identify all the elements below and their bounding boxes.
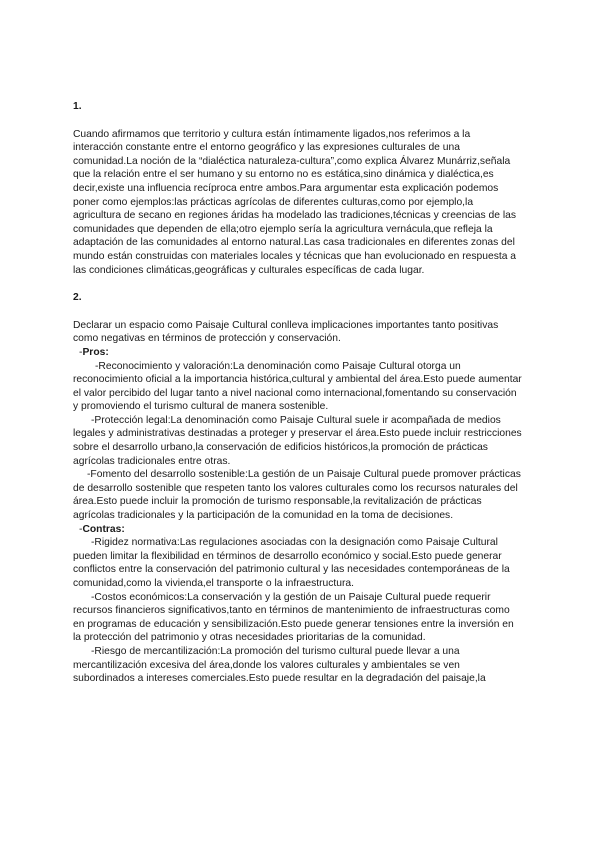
section-2-number: 2. <box>73 292 82 304</box>
section-2-intro: Declarar un espacio como Paisaje Cultural conlleva implicaciones importantes tanto positivas como negativas en términos de protección y conservación. <box>73 319 499 345</box>
contras-item-economic-costs: -Costos económicos:La conservación y la gestión de un Paisaje Cultural puede requerir recursos financieros significativos,tanto en términos de mantenimiento de infraestructuras como en programas de educación y sensibilización.Esto puede generar tensiones entre la inversión en la protección del patrimonio y otras necesidades prioritarias de la comunidad. <box>73 591 514 644</box>
contras-item-regulatory-rigidity: -Rigidez normativa:Las regulaciones asociadas con la designación como Paisaje Cultural pueden limitar la flexibilidad en términos de desarrollo económico y social.Esto puede generar conflictos entre la conservación del patrimonio cultural y las necesidades contemporáneas de la comunidad,como la vivienda,el transporte o la infraestructura. <box>73 537 510 589</box>
pros-dash: - <box>79 346 83 358</box>
contras-item-commodification-risk: -Riesgo de mercantilización:La promoción del turismo cultural puede llevar a una mercantilización excesiva del área,donde los valores culturales y ambientales se ven subordinados a intereses comerciales.Esto puede resultar en la degradación del paisaje,la <box>73 645 486 685</box>
contras-heading <box>73 523 522 537</box>
contras-label: Contras: <box>82 523 125 535</box>
pros-item-sustainable-development: -Fomento del desarrollo sostenible:La gestión de un Paisaje Cultural puede promover prácticas de desarrollo sostenible que respeten tanto los valores culturales como los recursos naturales del área.Esto puede incluir la promoción de turismo responsable,la revitalización de prácticas agrícolas tradicionales y la participación de la comunidad en la toma de decisiones. <box>73 469 521 522</box>
pros-item-legal-protection: -Protección legal:La denominación como Paisaje Cultural suele ir acompañada de medios legales y administrativas destinadas a proteger y preservar el área.Esto puede incluir restricciones sobre el desarrollo urbano,la conservación de edificios históricos,la promoción de prácticas agrícolas tradicionales entre otras. <box>73 414 522 467</box>
pros-item-recognition: -Reconocimiento y valoración:La denominación como Paisaje Cultural otorga un reconocimiento oficial a la importancia histórica,cultural y ambiental del área.Esto puede aumentar el valor percibido del lugar tanto a nivel nacional como internacional,fomentando su conservación y promoviendo el turismo cultural de manera sostenible. <box>73 360 522 413</box>
section-1-paragraph: Cuando afirmamos que territorio y cultura están íntimamente ligados,nos referimos a la interacción constante entre el entorno geográfico y las expresiones culturales de una comunidad.La noción de la “dialéctica naturaleza-cultura”,como explica Álvarez Munárriz,señala que la relación entre el ser humano y su entorno no es estática,sino dinámica y dialéctica,es decir,existe una influencia recíproca entre ambos.Para argumentar esta explicación podemos poner como ejemplos:las prácticas agrícolas de diferentes culturas,como por ejemplo,la agricultura de secano en regiones áridas ha modelado las tradiciones,técnicas y creencias de las comunidades que dependen de ella;otro ejemplo sería la agricultura vernácula,que refleja la adaptación de las comunidades al entorno natural.Las casa tradicionales en diferentes zonas del mundo están construidas con materiales locales y técnicas que han evolucionado en respuesta a las condiciones climáticas,geográficas y culturales específicas de cada lugar. <box>73 128 517 276</box>
pros-label: Pros: <box>82 346 109 358</box>
section-1-number: 1. <box>73 101 82 112</box>
pros-heading <box>73 346 522 360</box>
contras-dash: - <box>79 523 83 535</box>
